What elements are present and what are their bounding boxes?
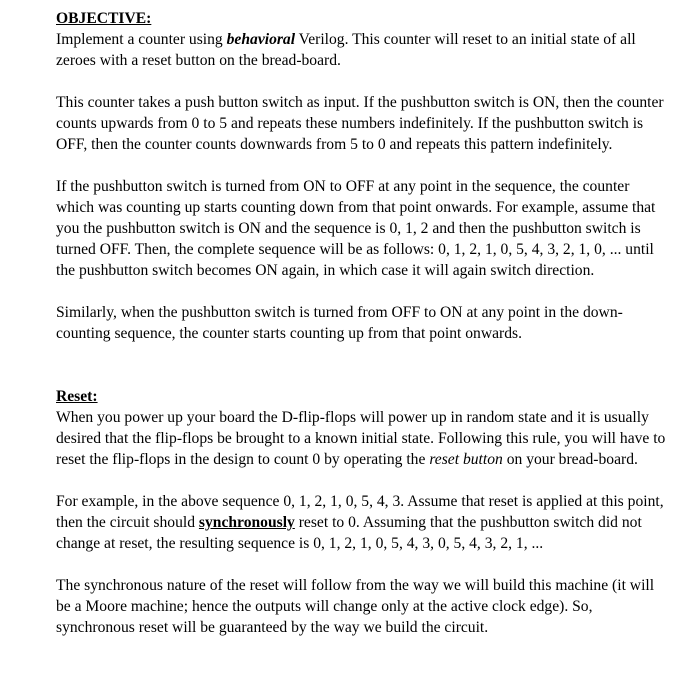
objective-paragraph-1 [56, 29, 666, 71]
objective-p1-text-a: Implement a counter using [56, 31, 227, 48]
reset-p2-text-c: reset to 0. Assuming that the pushbutton switch did not change at reset, the resulting sequence is 0, 1, 2, 1, 0, 5, 4, 3, 0, 5, 4, 3, 2, 1, ... [56, 514, 642, 552]
objective-paragraph-3: If the pushbutton switch is turned from ON to OFF at any point in the sequence, the counter which was counting up starts counting down from that point onwards. For example, assume that you the pushbutton switch is ON and the sequence is 0, 1, 2 and then the pushbutton switch is turned OFF. Then, the complete sequence will be as follows: 0, 1, 2, 1, 0, 5, 4, 3, 2, 1, 0, ... until the pushbutton switch becomes ON again, in which case it will again switch direction. [56, 178, 656, 279]
reset-p2-emphasis: synchronously [198, 514, 295, 531]
objective-p1-text-c: Verilog. This counter will reset to an initial state of all zeroes with a reset button on the bread-board. [56, 31, 636, 69]
objective-paragraph-2: This counter takes a push button switch as input. If the pushbutton switch is ON, then the counter counts upwards from 0 to 5 and repeats these numbers indefinitely. If the pushbutton switch is OFF, then the counter counts downwards from 5 to 0 and repeats this pattern indefinitely. [56, 94, 664, 153]
objective-p1-emphasis: behavioral [226, 31, 296, 48]
reset-p1-text-a: When you power up your board the D-flip-flops will power up in random state and it is usually desired that the flip-flops be brought to a known initial state. Following this rule, you will have to reset the flip-flops in the design to count 0 by operating the [56, 409, 666, 468]
reset-heading: Reset: [56, 388, 98, 405]
reset-paragraph-1 [56, 407, 666, 470]
reset-p1-emphasis: reset button [429, 451, 503, 468]
objective-heading: OBJECTIVE: [56, 10, 152, 27]
document-page [56, 8, 666, 638]
reset-p2-text-a: For example, in the above sequence 0, 1, 2, 1, 0, 5, 4, 3. Assume that reset is applied at this point, then the circuit should [56, 493, 664, 531]
reset-p1-text-c: on your bread-board. [502, 451, 638, 468]
reset-paragraph-2 [56, 491, 666, 554]
reset-paragraph-3: The synchronous nature of the reset will follow from the way we will build this machine (it will be a Moore machine; hence the outputs will change only at the active clock edge). So, synchronous reset will be guaranteed by the way we build the circuit. [56, 577, 655, 636]
objective-paragraph-4: Similarly, when the pushbutton switch is turned from OFF to ON at any point in the down-counting sequence, the counter starts counting up from that point onwards. [56, 304, 623, 342]
